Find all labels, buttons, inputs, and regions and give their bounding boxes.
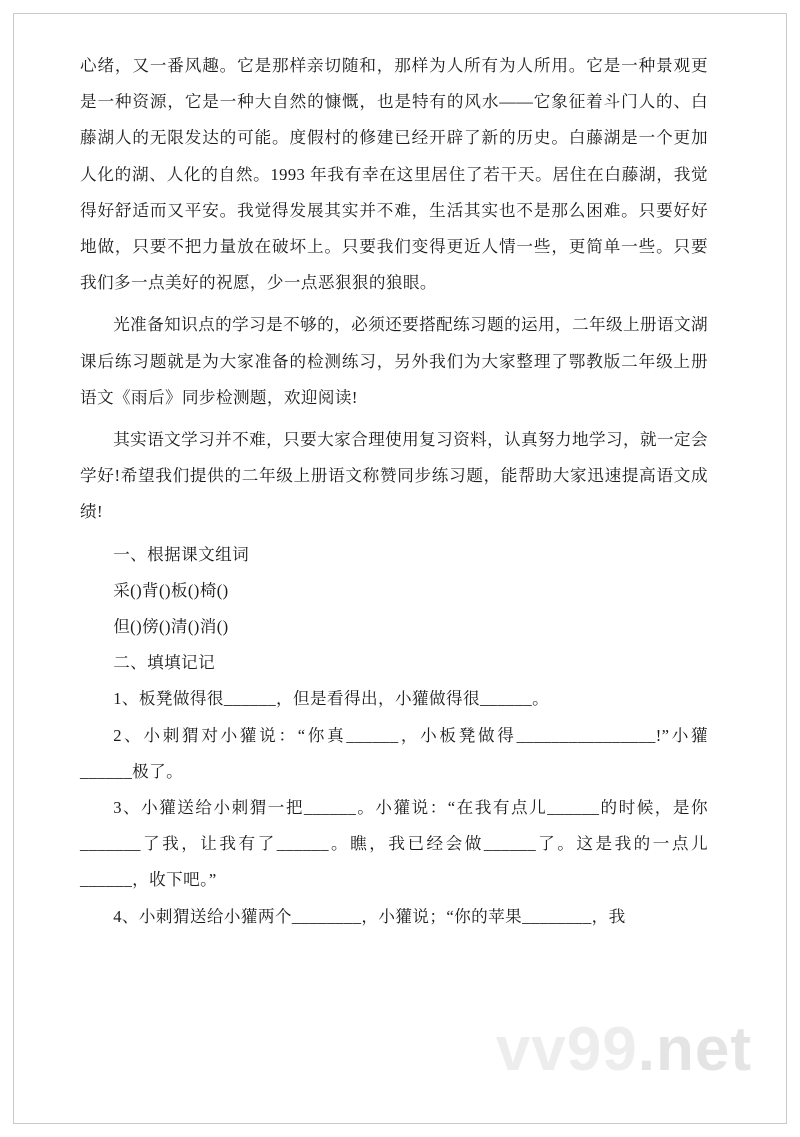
watermark-suffix: .net — [637, 1015, 752, 1084]
exercise-item: 采()背()板()椅() — [113, 580, 229, 600]
exercise-item: 但()傍()清()消() — [113, 617, 229, 637]
body-paragraph: 光准备知识点的学习是不够的，必须还要搭配练习题的运用，二年级上册语文湖课后练习题就是为大家准备的检测练习，另外我们为大家整理了鄂教版二年级上册语文《雨后》同步检测题，欢迎阅读! — [80, 315, 708, 407]
paragraph-block-2 — [80, 307, 708, 416]
paragraph-block-3 — [80, 422, 708, 531]
document-body — [80, 48, 708, 935]
exercise-item: 1、板凳做得很______，但是看得出，小獾做得很______。 — [113, 689, 550, 709]
section-heading: 一、根据课文组词 — [113, 544, 250, 564]
exercise-section-1 — [80, 537, 708, 646]
body-paragraph: 其实语文学习并不难，只要大家合理使用复习资料，认真努力地学习，就一定会学好!希望我们提供的二年级上册语文称赞同步练习题，能帮助大家迅速提高语文成绩! — [80, 430, 708, 522]
watermark — [496, 1014, 752, 1085]
exercise-item: 3、小獾送给小刺猬一把______。小獾说：“在我有点儿______的时候，是你_______了我，让我有了______。瞧，我已经会做______了。这是我的一点儿______，收下吧。” — [80, 798, 708, 890]
watermark-text: vv99 — [495, 1015, 638, 1084]
paragraph-block-1 — [80, 48, 708, 301]
exercise-item: 2、小刺猬对小獾说：“你真______，小板凳做得________________!”小獾______极了。 — [80, 725, 708, 781]
section-heading: 二、填填记记 — [113, 653, 216, 673]
exercise-item: 4、小刺猬送给小獾两个________，小獾说；“你的苹果________，我 — [113, 906, 626, 926]
exercise-section-2 — [80, 645, 708, 935]
body-paragraph: 心绪，又一番风趣。它是那样亲切随和，那样为人所有为人所用。它是一种景观更是一种资源，它是一种大自然的慷慨，也是特有的风水——它象征着斗门人的、白藤湖人的无限发达的可能。度假村的修建已经开辟了新的历史。白藤湖是一个更加人化的湖、人化的自然。1993 年我有幸在这里居住了若干天。居住在白藤湖，我觉得好舒适而又平安。我觉得发展其实并不难，生活其实也不是那么困难。只要好好地做，只要不把力量放在破坏上。只要我们变得更近人情一些，更简单一些。只要我们多一点美好的祝愿，少一点恶狠狠的狼眼。 — [80, 56, 708, 293]
